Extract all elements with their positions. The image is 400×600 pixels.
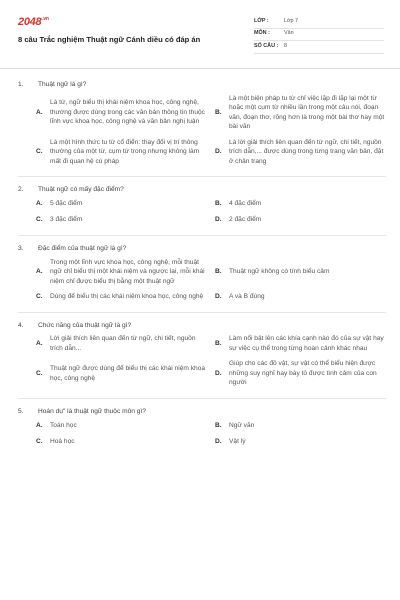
question-3 [18,244,386,302]
option-text: Ngữ văn [229,421,255,429]
option-c[interactable] [36,359,207,388]
meta-label: SỐ CÂU : [254,42,279,49]
option-d[interactable] [215,138,386,167]
option-a[interactable] [36,94,207,132]
option-c[interactable] [36,437,207,447]
document-header [18,12,384,72]
option-letter: C. [36,148,43,156]
question-5 [18,407,386,447]
option-text: Hoá học [50,438,75,446]
question-divider [18,398,386,399]
option-text: Là từ, ngữ biểu thị khái niệm khoa học, công nghệ, thường được dùng trong các văn bản thông tin thuộc lĩnh vực khoa học, công nghệ và văn bản nghị luận [50,99,205,126]
meta-value: 8 [284,42,287,49]
option-a[interactable] [36,199,207,209]
option-d[interactable] [215,292,386,302]
option-c[interactable] [36,138,207,167]
option-letter: D. [215,293,222,301]
question-divider [18,176,386,177]
question-list [18,80,386,457]
question-text: Hoán dụ" là thuật ngữ thuộc môn gì? [38,408,146,416]
question-number: 5. [18,408,24,416]
option-text: Là một biện pháp tu từ chỉ việc lặp đi lặp lại một từ hoặc một cụm từ nhiều lần trong một câu nói, đoạn văn, đoạn thơ, rõng hơn là trong một bài thơ hay một bài văn [229,94,385,131]
question-4 [18,321,386,388]
option-letter: B. [215,199,222,207]
option-b[interactable] [215,421,386,431]
option-letter: A. [36,108,43,116]
question-text: Thuật ngữ là gì? [38,81,87,88]
option-letter: C. [36,293,43,301]
header-divider [0,68,400,69]
question-2 [18,185,386,225]
option-text: Thuật ngữ không có tính biểu cảm [229,268,330,276]
option-letter: A. [36,199,43,207]
option-text: Là một hình thức tu từ cổ điển: thay đổi vị trí thông thường của một từ, cụm từ trong nhưng không làm mất đi quan hệ cú pháp [50,138,200,165]
option-b[interactable] [215,258,386,287]
option-text: Trong một lĩnh vực khoa học, công nghệ, mỗi thuật ngữ chỉ biểu thị một khái niệm và ngược lại, mỗi khái niệm chỉ được biểu thị bằng một thuật ngữ [50,258,205,285]
option-letter: C. [36,369,43,377]
meta-label: LỚP : [254,17,269,24]
option-letter: C. [36,216,43,224]
option-a[interactable] [36,334,207,353]
option-text: A và B đúng [229,293,265,301]
option-text: Là lời giải thích liên quan đến từ ngữ, chi tiết, nguồn trích dẫn,... được dùng trong từng trang văn bản, đặt ở chân trang [229,138,384,165]
question-number: 4. [18,321,24,329]
question-number: 1. [18,81,24,88]
option-letter: A. [36,268,43,276]
question-divider [18,235,386,236]
option-text: Thuật ngữ được dùng để biểu thị các khái niệm khoa học, công nghệ [50,365,206,382]
option-letter: D. [215,216,222,224]
option-d[interactable] [215,437,386,447]
option-letter: B. [215,340,222,348]
question-divider [18,312,386,313]
question-text: Đặc điểm của thuật ngữ là gì? [38,245,127,253]
meta-row-subject [254,29,384,42]
option-text: Toán học [50,421,77,429]
question-number: 3. [18,245,24,253]
option-d[interactable] [215,215,386,225]
meta-value: Lớp 7 [284,17,299,24]
option-letter: A. [36,340,43,348]
option-text: 4 đặc điểm [229,199,262,207]
option-letter: D. [215,369,222,377]
option-text: Làm nổi bật lên các khía cạnh nào đó của sự vật hay sự việc cụ thể trong từng hoàn cảnh khác nhau [229,335,384,352]
option-b[interactable] [215,94,386,132]
option-letter: D. [215,148,222,156]
option-letter: B. [215,421,222,429]
option-letter: B. [215,108,222,116]
question-text: Thuật ngữ có mấy đặc điểm? [38,186,124,194]
meta-row-class [254,16,384,29]
site-logo[interactable] [18,15,49,31]
option-a[interactable] [36,258,207,287]
logo-suffix: .vn [42,16,49,23]
option-d[interactable] [215,359,386,388]
question-text: Chức năng của thuật ngữ là gì? [38,321,132,329]
option-text: 2 đặc điểm [229,216,262,224]
option-text: Lời giải thích liên quan đến từ ngữ, chi tiết, nguồn trích dẫn... [50,335,196,352]
option-text: 5 đặc điểm [50,199,83,207]
option-b[interactable] [215,199,386,209]
question-1 [18,80,386,166]
meta-info [254,16,384,54]
page-title: 8 câu Trắc nghiệm Thuật ngữ Cánh diều có đáp án [18,35,201,44]
option-b[interactable] [215,334,386,353]
option-c[interactable] [36,292,207,302]
option-text: Dùng để biểu thị các khái niệm khoa học, công nghệ [50,293,204,301]
option-a[interactable] [36,421,207,431]
meta-label: MÔN : [254,30,270,37]
option-letter: D. [215,438,222,446]
meta-value: Văn [284,30,294,37]
option-letter: B. [215,268,222,276]
option-text: Giúp cho các đồ vật, sự vật có thể biểu hiện được những suy nghĩ hay bày tỏ được tình cảm của con người [229,360,377,387]
option-text: Vật lý [229,438,246,446]
option-letter: A. [36,421,43,429]
logo-main: 2048 [18,16,42,28]
option-c[interactable] [36,215,207,225]
option-letter: C. [36,438,43,446]
option-text: 3 đặc điểm [50,216,83,224]
question-number: 2. [18,186,24,194]
meta-row-count [254,41,384,54]
